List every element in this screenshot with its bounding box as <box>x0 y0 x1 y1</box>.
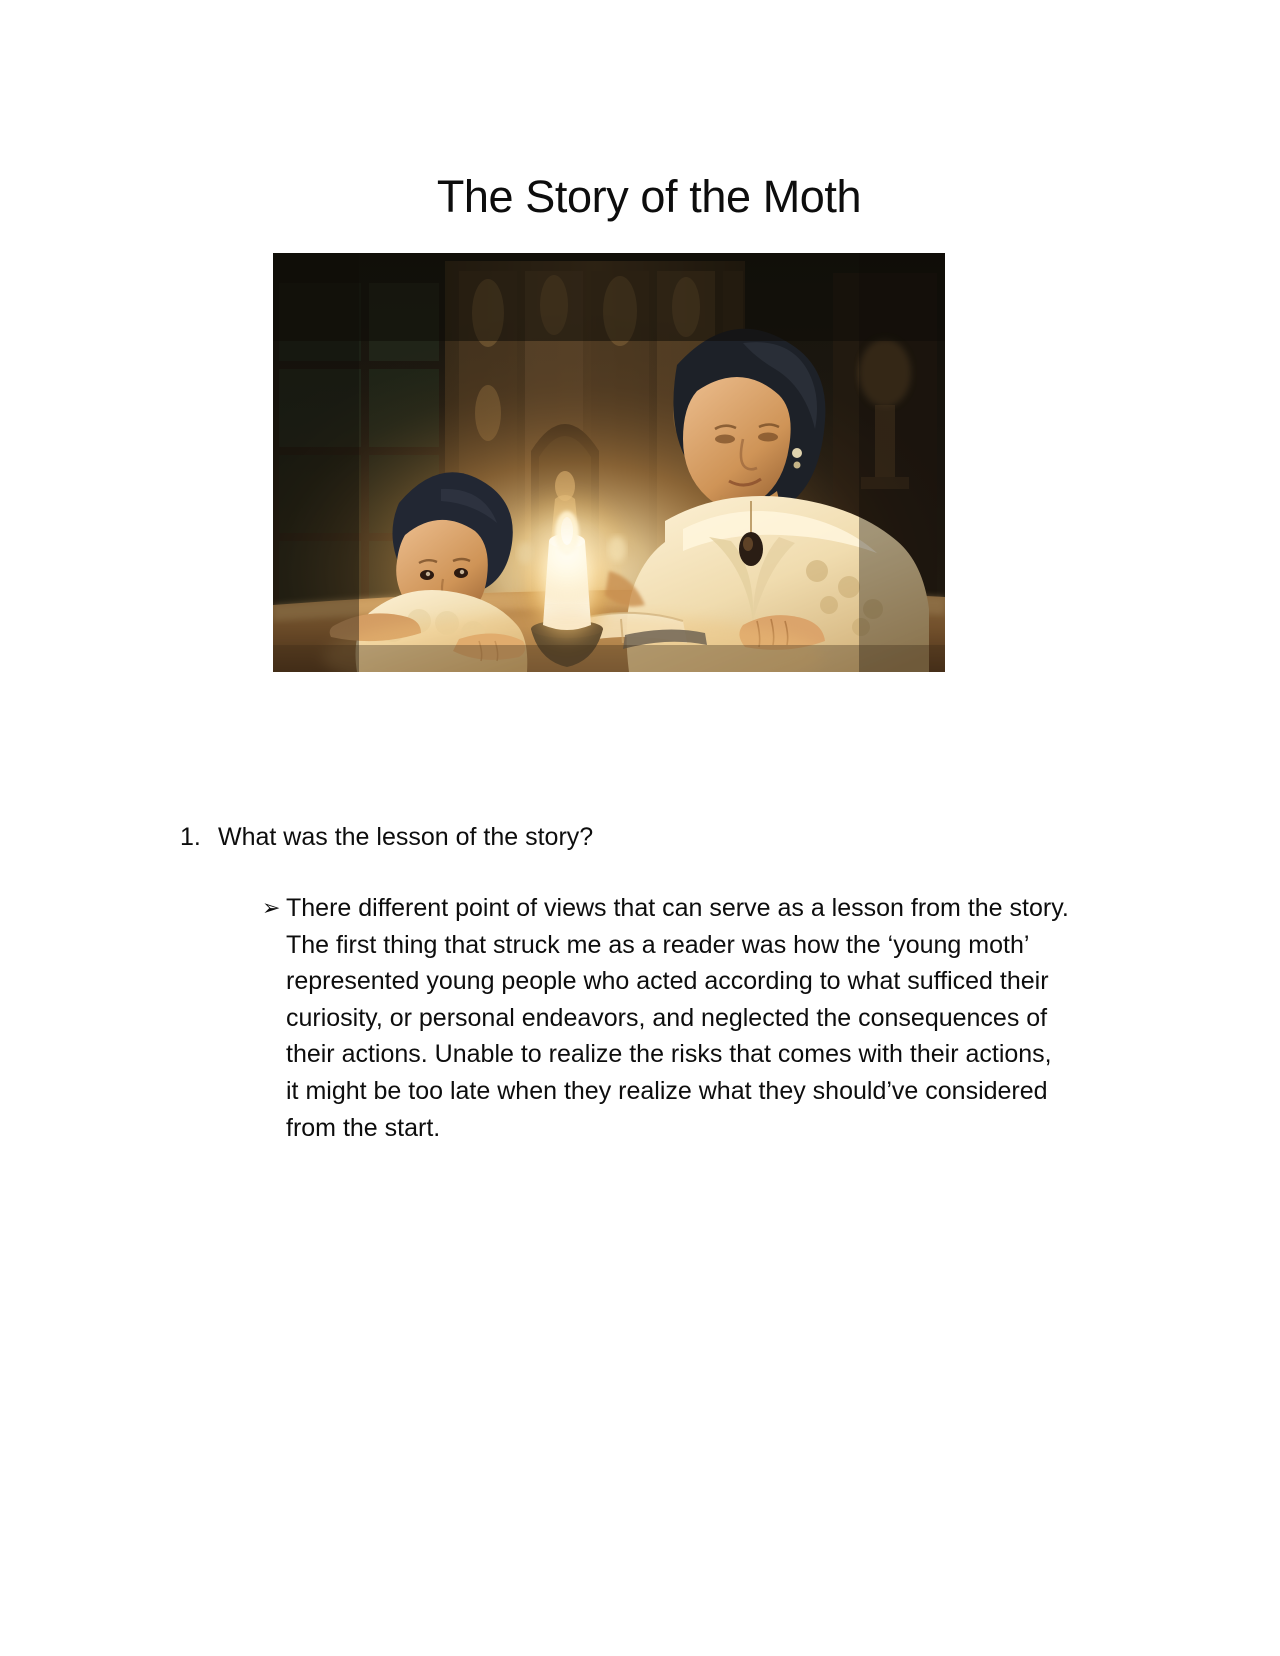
painting-image <box>273 253 945 672</box>
answer-text: There different point of views that can serve as a lesson from the story. The first thing that struck me as a reader was how the ‘young moth’ represented young people who acted according to what sufficed their curiosity, or personal endeavors, and neglected the consequences of their actions. Unable to realize the risks that comes with their actions, it might be too late when they realize what they should’ve considered from the start. <box>286 894 1069 1142</box>
answer-item <box>0 890 1280 1146</box>
page-title: The Story of the Moth <box>436 171 862 223</box>
question-prompt: What was the lesson of the story? <box>218 823 594 851</box>
question-number: 1. <box>180 823 201 851</box>
arrow-bullet-icon: ➢ <box>262 895 281 920</box>
questions-section <box>0 818 1280 1146</box>
question-item <box>0 818 1280 856</box>
story-illustration-figure <box>273 253 945 672</box>
